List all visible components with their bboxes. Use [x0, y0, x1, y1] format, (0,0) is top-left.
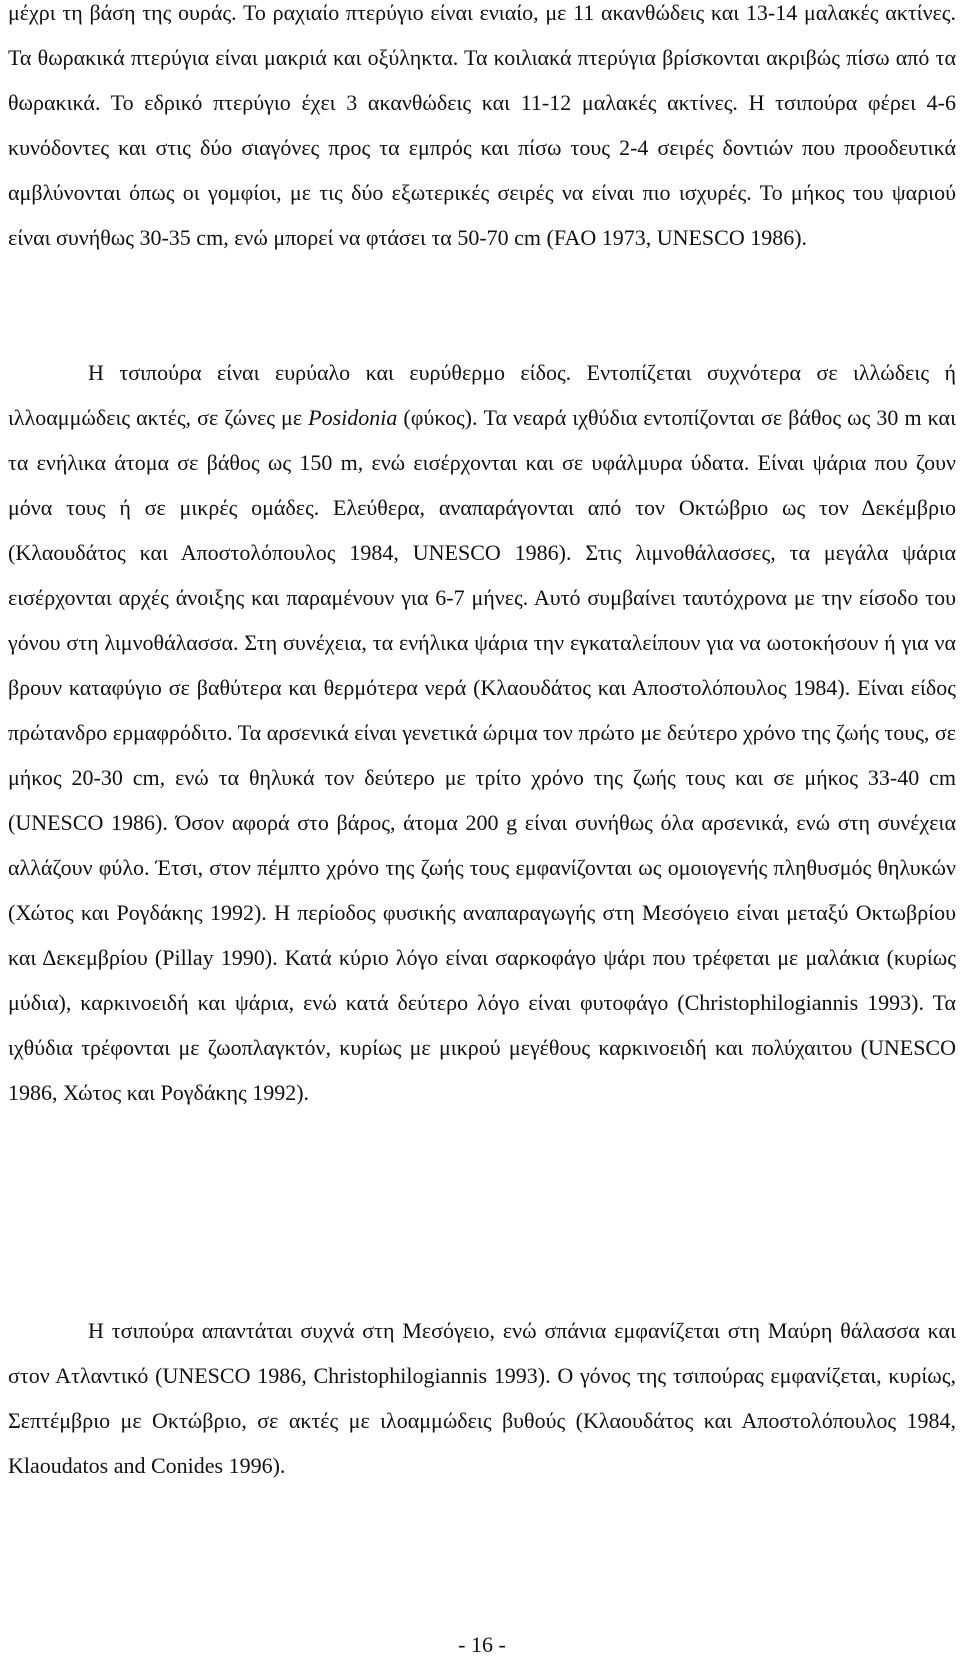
species-name-italic: Posidonia: [308, 405, 398, 430]
page-number: - 16 -: [458, 1632, 506, 1657]
body-paragraph-2: [8, 350, 956, 1115]
body-paragraph-1: [8, 0, 956, 260]
paragraph-2-text-end: (φύκος). Τα νεαρά ιχθύδια εντοπίζονται σε βάθος ως 30 m και τα ενήλικα άτομα σε βάθος ως 150 m, ενώ εισέρχονται και σε υφάλμυρα ύδατα. Είναι ψάρια που ζουν μόνα τους ή σε μικρές ομάδες. Ελεύθερα, αναπαράγονται από τον Οκτώβριο ως τον Δεκέμβριο (Κλαουδάτος και Αποστολόπουλος 1984, UNESCO 1986). Στις λιμνοθάλασσες, τα μεγάλα ψάρια εισέρχονται αρχές άνοιξης και παραμένουν για 6-7 μήνες. Αυτό συμβαίνει ταυτόχρονα με την είσοδο του γόνου στη λιμνοθάλασσα. Στη συνέχεια, τα ενήλικα ψάρια την εγκαταλείπουν για να ωοτοκήσουν ή για να βρουν καταφύγιο σε βαθύτερα και θερμότερα νερά (Κλαουδάτος και Αποστολόπουλος 1984). Είναι είδος πρώτανδρο ερμαφρόδιτο. Τα αρσενικά είναι γενετικά ώριμα τον πρώτο με δεύτερο χρόνο της ζωής τους, σε μήκος 20-30 cm, ενώ τα θηλυκά τον δεύτερο με τρίτο χρόνο της ζωής τους και σε μήκος 33-40 cm (UNESCO 1986). Όσον αφορά στο βάρος, άτομα 200 g είναι συνήθως όλα αρσενικά, ενώ στη συνέχεια αλλάζουν φύλο. Έτσι, στον πέμπτο χρόνο της ζωής τους εμφανίζονται ως ομοιογενής πληθυσμός θηλυκών (Χώτος και Ρογδάκης 1992). Η περίοδος φυσικής αναπαραγωγής στη Μεσόγειο είναι μεταξύ Οκτωβρίου και Δεκεμβρίου (Pillay 1990). Κατά κύριο λόγο είναι σαρκοφάγο ψάρι που τρέφεται με μαλάκια (κυρίως μύδια), καρκινοειδή και ψάρια, ενώ κατά δεύτερο λόγο είναι φυτοφάγο (Christophilogiannis 1993). Τα ιχθύδια τρέφονται με ζωοπλαγκτόν, κυρίως με μικρού μεγέθους καρκινοειδή και πολύχαιτου (UNESCO 1986, Χώτος και Ρογδάκης 1992).: [8, 405, 956, 1105]
body-paragraph-3: [8, 1308, 956, 1488]
paragraph-2-text-start: Η τσιπούρα είναι ευρύαλο και ευρύθερμο είδος. Εντοπίζεται συχνότερα σε ιλλώδεις ή ιλλοαμμώδεις ακτές, σε ζώνες με: [8, 360, 956, 430]
paragraph-3-text: Η τσιπούρα απαντάται συχνά στη Μεσόγειο, ενώ σπάνια εμφανίζεται στη Μαύρη θάλασσα και στον Ατλαντικό (UNESCO 1986, Christophilogiannis 1993). Ο γόνος της τσιπούρας εμφανίζεται, κυρίως, Σεπτέμβριο με Οκτώβριο, σε ακτές με ιλοαμμώδεις βυθούς (Κλαουδάτος και Αποστολόπουλος 1984, Klaoudatos and Conides 1996).: [8, 1318, 956, 1478]
document-page: [8, 0, 956, 1678]
paragraph-1-text: μέχρι τη βάση της ουράς. Το ραχιαίο πτερύγιο είναι ενιαίο, με 11 ακανθώδεις και 13-14 μαλακές ακτίνες. Τα θωρακικά πτερύγια είναι μακριά και οξύληκτα. Τα κοιλιακά πτερύγια βρίσκονται ακριβώς πίσω από τα θωρακικά. Το εδρικό πτερύγιο έχει 3 ακανθώδεις και 11-12 μαλακές ακτίνες. Η τσιπούρα φέρει 4-6 κυνόδοντες και στις δύο σιαγόνες προς τα εμπρός και πίσω τους 2-4 σειρές δοντιών που προοδευτικά αμβλύνονται όπως οι γομφίοι, με τις δύο εξωτερικές σειρές να είναι πιο ισχυρές. Το μήκος του ψαριού είναι συνήθως 30-35 cm, ενώ μπορεί να φτάσει τα 50-70 cm (FAO 1973, UNESCO 1986).: [8, 0, 956, 250]
